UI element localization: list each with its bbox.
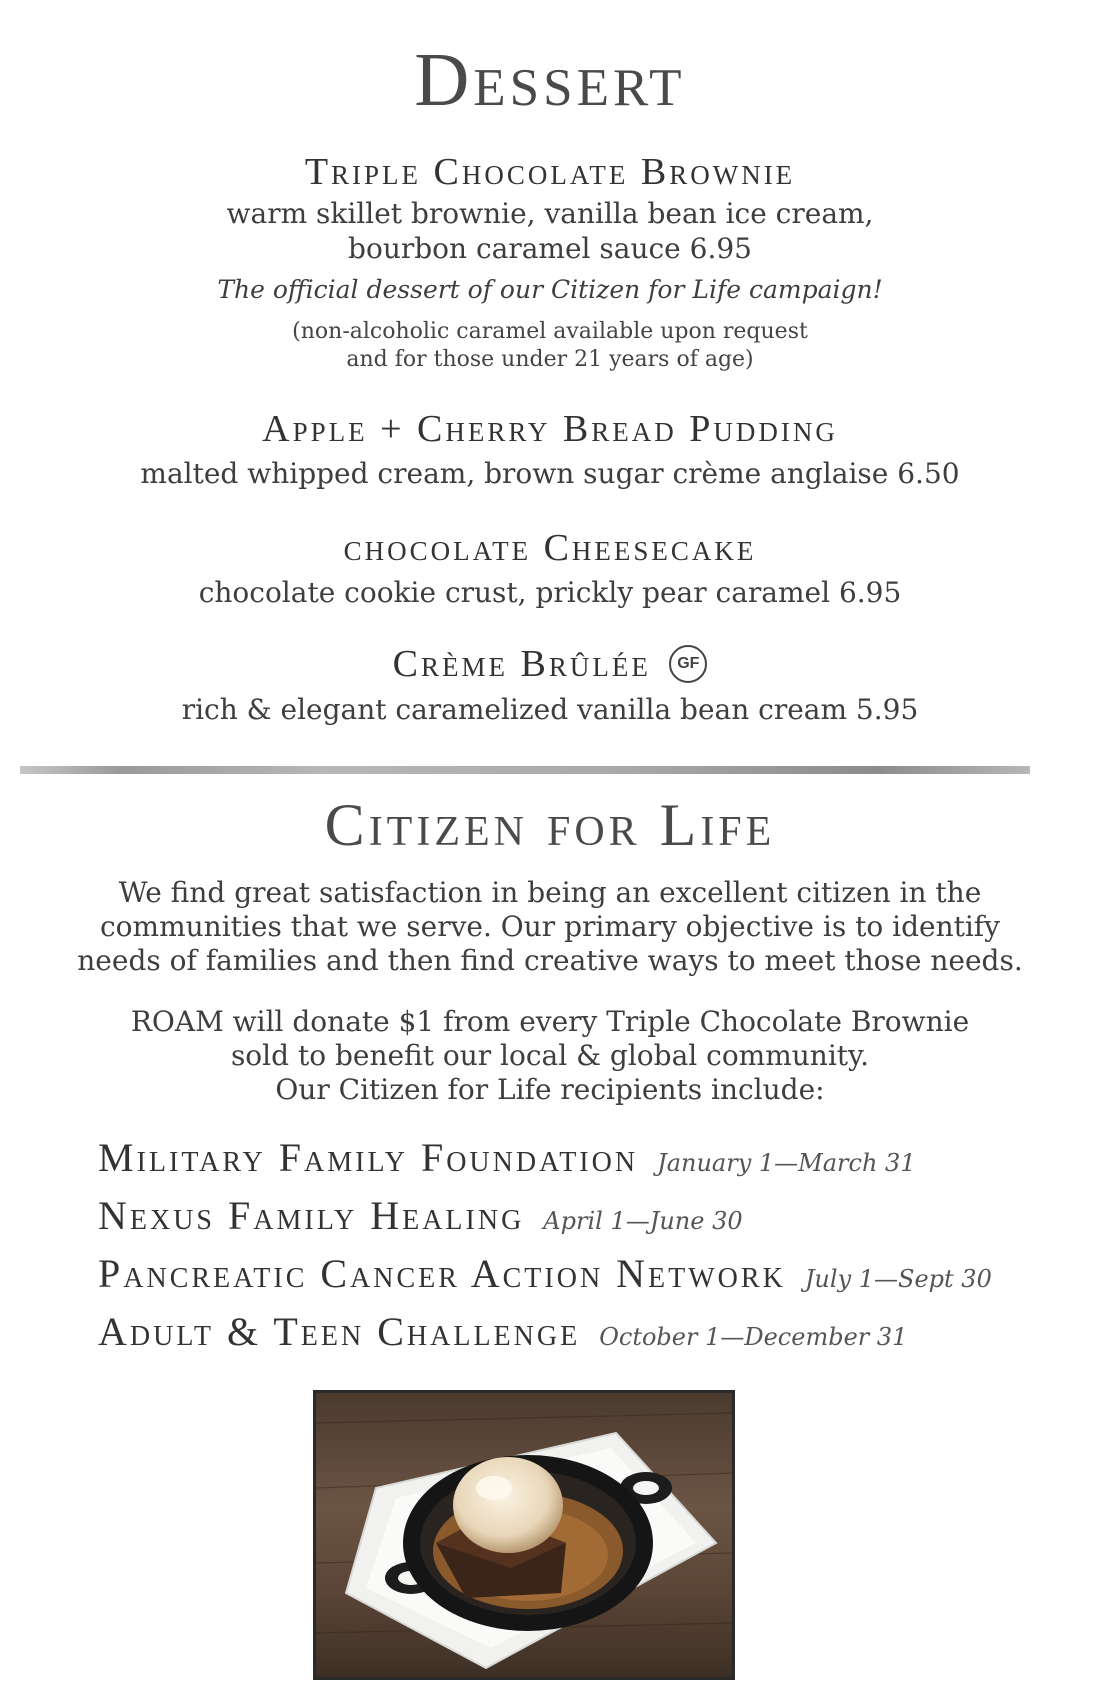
creme-brulee-desc: rich & elegant caramelized vanilla bean cream 5.95	[181, 693, 919, 726]
recipient-dates: July 1—Sept 30	[804, 1265, 992, 1293]
brownie-desc-2: bourbon caramel sauce 6.95	[348, 232, 752, 265]
dessert-title: Dessert	[414, 38, 686, 122]
citizen-para1-line1: We find great satisfaction in being an excellent citizen in the	[118, 876, 982, 909]
cheesecake-desc: chocolate cookie crust, prickly pear caramel 6.95	[198, 576, 902, 609]
citizen-para2-line1: ROAM will donate $1 from every Triple Chocolate Brownie	[130, 1005, 970, 1038]
citizen-para2-line2: sold to benefit our local & global community.	[230, 1039, 870, 1072]
brownie-note-2: and for those under 21 years of age)	[346, 347, 754, 372]
recipient-name: Military Family Foundation	[98, 1135, 639, 1180]
brownie-campaign-note: The official dessert of our Citizen for Life campaign!	[217, 275, 883, 304]
brownie-name: Triple Chocolate Brownie	[304, 151, 796, 193]
brownie-desc-1: warm skillet brownie, vanilla bean ice cream,	[226, 197, 874, 230]
gluten-free-badge: GF	[669, 645, 707, 683]
recipient-name: Adult & Teen Challenge	[98, 1309, 581, 1354]
creme-brulee-name: Crème Brûlée	[392, 643, 651, 685]
citizen-para1-line3: needs of families and then find creative ways to meet those needs.	[77, 944, 1023, 977]
recipient-name: Nexus Family Healing	[98, 1193, 525, 1238]
recipient-row	[98, 1251, 992, 1302]
recipient-dates: October 1—December 31	[599, 1323, 908, 1351]
brownie-photo	[313, 1390, 735, 1680]
bread-pudding-name: Apple + Cherry Bread Pudding	[262, 408, 838, 450]
recipient-row	[98, 1135, 916, 1186]
citizen-para1-line2: communities that we serve. Our primary objective is to identify	[100, 910, 1000, 943]
cheesecake-name: chocolate Cheesecake	[343, 527, 757, 569]
citizen-para2-line3: Our Citizen for Life recipients include:	[275, 1073, 825, 1106]
brownie-skillet-illustration	[316, 1393, 732, 1677]
recipient-row	[98, 1309, 907, 1360]
bread-pudding-desc: malted whipped cream, brown sugar crème anglaise 6.50	[140, 457, 960, 490]
recipient-row	[98, 1193, 743, 1244]
citizen-title: Citizen for Life	[324, 792, 776, 858]
section-divider	[20, 766, 1030, 774]
creme-brulee-heading	[0, 642, 1100, 686]
recipient-name: Pancreatic Cancer Action Network	[98, 1251, 786, 1296]
recipient-dates: April 1—June 30	[543, 1207, 743, 1235]
recipient-dates: January 1—March 31	[657, 1149, 916, 1177]
brownie-note-1: (non-alcoholic caramel available upon request	[292, 319, 808, 344]
